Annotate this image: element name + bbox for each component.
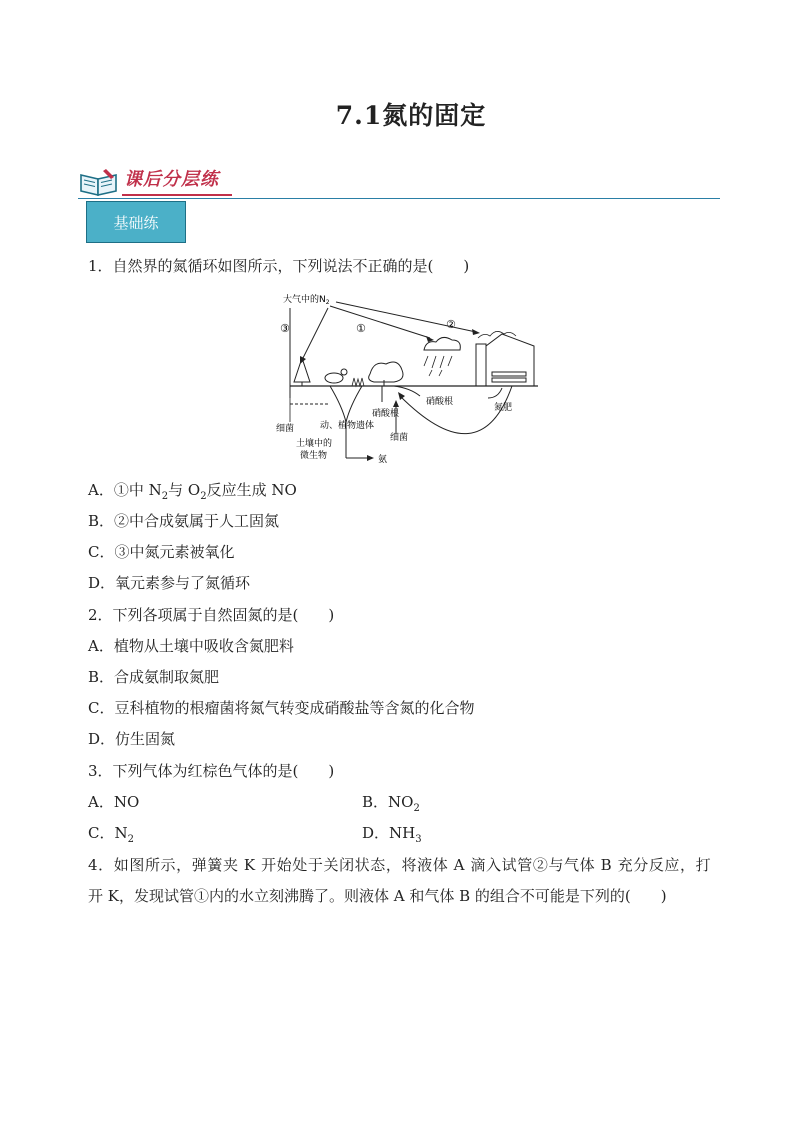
- question-1-option-d: D．氧元素参与了氮循环: [88, 574, 251, 592]
- label-underline: [122, 194, 232, 196]
- question-2-option-a: A．植物从土壤中吸收含氮肥料: [88, 637, 294, 655]
- remains-label: 动、植物遗体: [320, 421, 375, 431]
- question-2-option-b: B．合成氨制取氮肥: [88, 668, 220, 686]
- bacteria-label-1: 细菌: [276, 424, 295, 434]
- section-label: 课后分层练: [124, 169, 219, 190]
- circle-3-label: ③: [280, 322, 290, 335]
- question-3-option-a: A．NO: [88, 793, 140, 811]
- question-3-option-d: D．$NH_3$: [362, 824, 422, 845]
- question-2-option-c: C．豆科植物的根瘤菌将氮气转变成硝酸盐等含氮的化合物: [88, 699, 475, 717]
- bacteria-label-2: 细菌: [390, 433, 409, 443]
- n2-label: 大气中的$N_2$: [283, 295, 330, 306]
- question-2-option-d: D．仿生固氮: [88, 730, 176, 748]
- question-3-stem: 3．下列气体为红棕色气体的是( ): [88, 762, 335, 780]
- ammonia-label: 氨: [378, 455, 388, 465]
- question-1-option-b: B．②中合成氨属于人工固氮: [88, 512, 280, 530]
- question-1-option-c: C．③中氮元素被氧化: [88, 543, 235, 561]
- section-rule: [78, 198, 720, 199]
- book-icon: [78, 167, 120, 197]
- page-title: 7.1氮的固定: [335, 101, 487, 130]
- soil-microbe-label-2: 微生物: [300, 451, 328, 461]
- question-1-option-a: A．①中 $N_2$与 $O_2$反应生成 NO: [88, 481, 297, 502]
- level-badge: 基础练: [86, 201, 186, 243]
- question-1-stem: 1．自然界的氮循环如图所示，下列说法不正确的是( ): [88, 257, 470, 275]
- nitrate-label-2: 硝酸根: [372, 409, 400, 419]
- soil-microbe-label-1: 土壤中的: [296, 439, 333, 449]
- circle-2-label: ②: [446, 318, 456, 331]
- section-header: [78, 163, 720, 200]
- question-2-stem: 2．下列各项属于自然固氮的是( ): [88, 606, 335, 624]
- question-4-stem-line-2: 开 K，发现试管①内的水立刻沸腾了。则液体 A 和气体 B 的组合不可能是下列的( ): [88, 887, 667, 905]
- question-3-option-b: B．$NO_2$: [362, 793, 420, 814]
- circle-1-label: ①: [356, 322, 366, 335]
- nitrate-label-1: 硝酸根: [426, 397, 454, 407]
- nitrogen-cycle-diagram: [270, 286, 542, 468]
- question-4-stem-line-1: 4．如图所示，弹簧夹 K 开始处于关闭状态，将液体 A 滴入试管②与气体 B 充分反应，打: [88, 856, 712, 874]
- question-3-option-c: C．$N_2$: [88, 824, 134, 845]
- fertilizer-label: 氮肥: [494, 403, 513, 413]
